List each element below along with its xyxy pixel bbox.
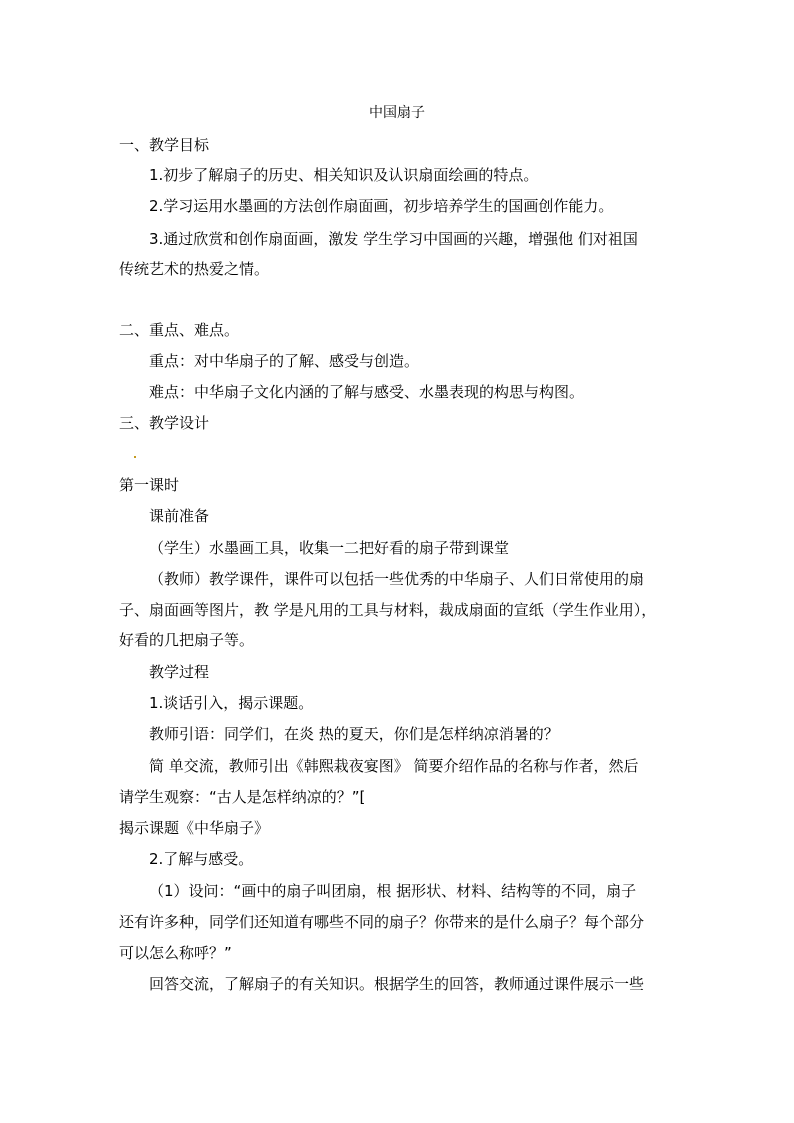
paragraph-objective-3: 3.通过欣赏和创作扇面画，激发 学生学习中国画的兴趣，增强他 们对祖国 <box>149 230 638 248</box>
paragraph-key-point: 重点：对中华扇子的了解、感受与创造。 <box>149 352 420 370</box>
section-heading-design: 三、教学设计 <box>119 414 210 432</box>
subheading-preparation: 课前准备 <box>149 507 210 525</box>
stray-mark <box>134 456 136 458</box>
paragraph-question-cont-1: 还有许多种，同学们还知道有哪些不同的扇子？你带来的是什么扇子？每个部分 <box>119 913 645 931</box>
paragraph-exchange-cont: 请学生观察：“古人是怎样纳凉的？”[ <box>119 788 366 806</box>
section-heading-objectives: 一、教学目标 <box>119 136 210 154</box>
document-title: 中国扇子 <box>369 105 425 121</box>
step-1-heading: 1.谈话引入，揭示课题。 <box>149 694 314 712</box>
paragraph-objective-3-cont: 传统艺术的热爱之情。 <box>119 260 270 278</box>
paragraph-exchange: 简 单交流，教师引出《韩熙栽夜宴图》 简要介绍作品的名称与作者，然后 <box>149 757 639 775</box>
paragraph-question: （1）设问：“画中的扇子叫团扇，根 据形状、材料、结构等的不同，扇子 <box>149 882 637 900</box>
step-2-heading: 2.了解与感受。 <box>149 850 254 868</box>
paragraph-question-cont-2: 可以怎么称呼？” <box>119 944 232 962</box>
paragraph-teacher-intro: 教师引语：同学们，在炎 热的夏天，你们是怎样纳凉消暑的？ <box>149 725 559 743</box>
paragraph-answer-exchange: 回答交流，了解扇子的有关知识。根据学生的回答，教师通过课件展示一些 <box>149 975 645 993</box>
subheading-process: 教学过程 <box>149 663 210 681</box>
lesson-heading: 第一课时 <box>119 476 180 494</box>
paragraph-objective-1: 1.初步了解扇子的历史、相关知识及认识扇面绘画的特点。 <box>149 166 539 184</box>
paragraph-teacher-prep-cont-2: 好看的几把扇子等。 <box>119 631 255 649</box>
paragraph-student-prep: （学生）水墨画工具，收集一二把好看的扇子带到课堂 <box>149 539 510 557</box>
section-heading-key-points: 二、重点、难点。 <box>119 321 240 339</box>
paragraph-difficulty: 难点：中华扇子文化内涵的了解与感受、水墨表现的构思与构图。 <box>149 383 585 401</box>
paragraph-teacher-prep: （教师）教学课件，课件可以包括一些优秀的中华扇子、人们日常使用的扇 <box>149 570 645 588</box>
paragraph-reveal-topic: 揭示课题《中华扇子》 <box>119 819 270 837</box>
paragraph-teacher-prep-cont-1: 子、扇面画等图片，教 学是凡用的工具与材料，裁成扇面的宣纸（学生作业用）， <box>119 601 657 619</box>
paragraph-objective-2: 2.学习运用水墨画的方法创作扇面画，初步培养学生的国画创作能力。 <box>149 197 614 215</box>
